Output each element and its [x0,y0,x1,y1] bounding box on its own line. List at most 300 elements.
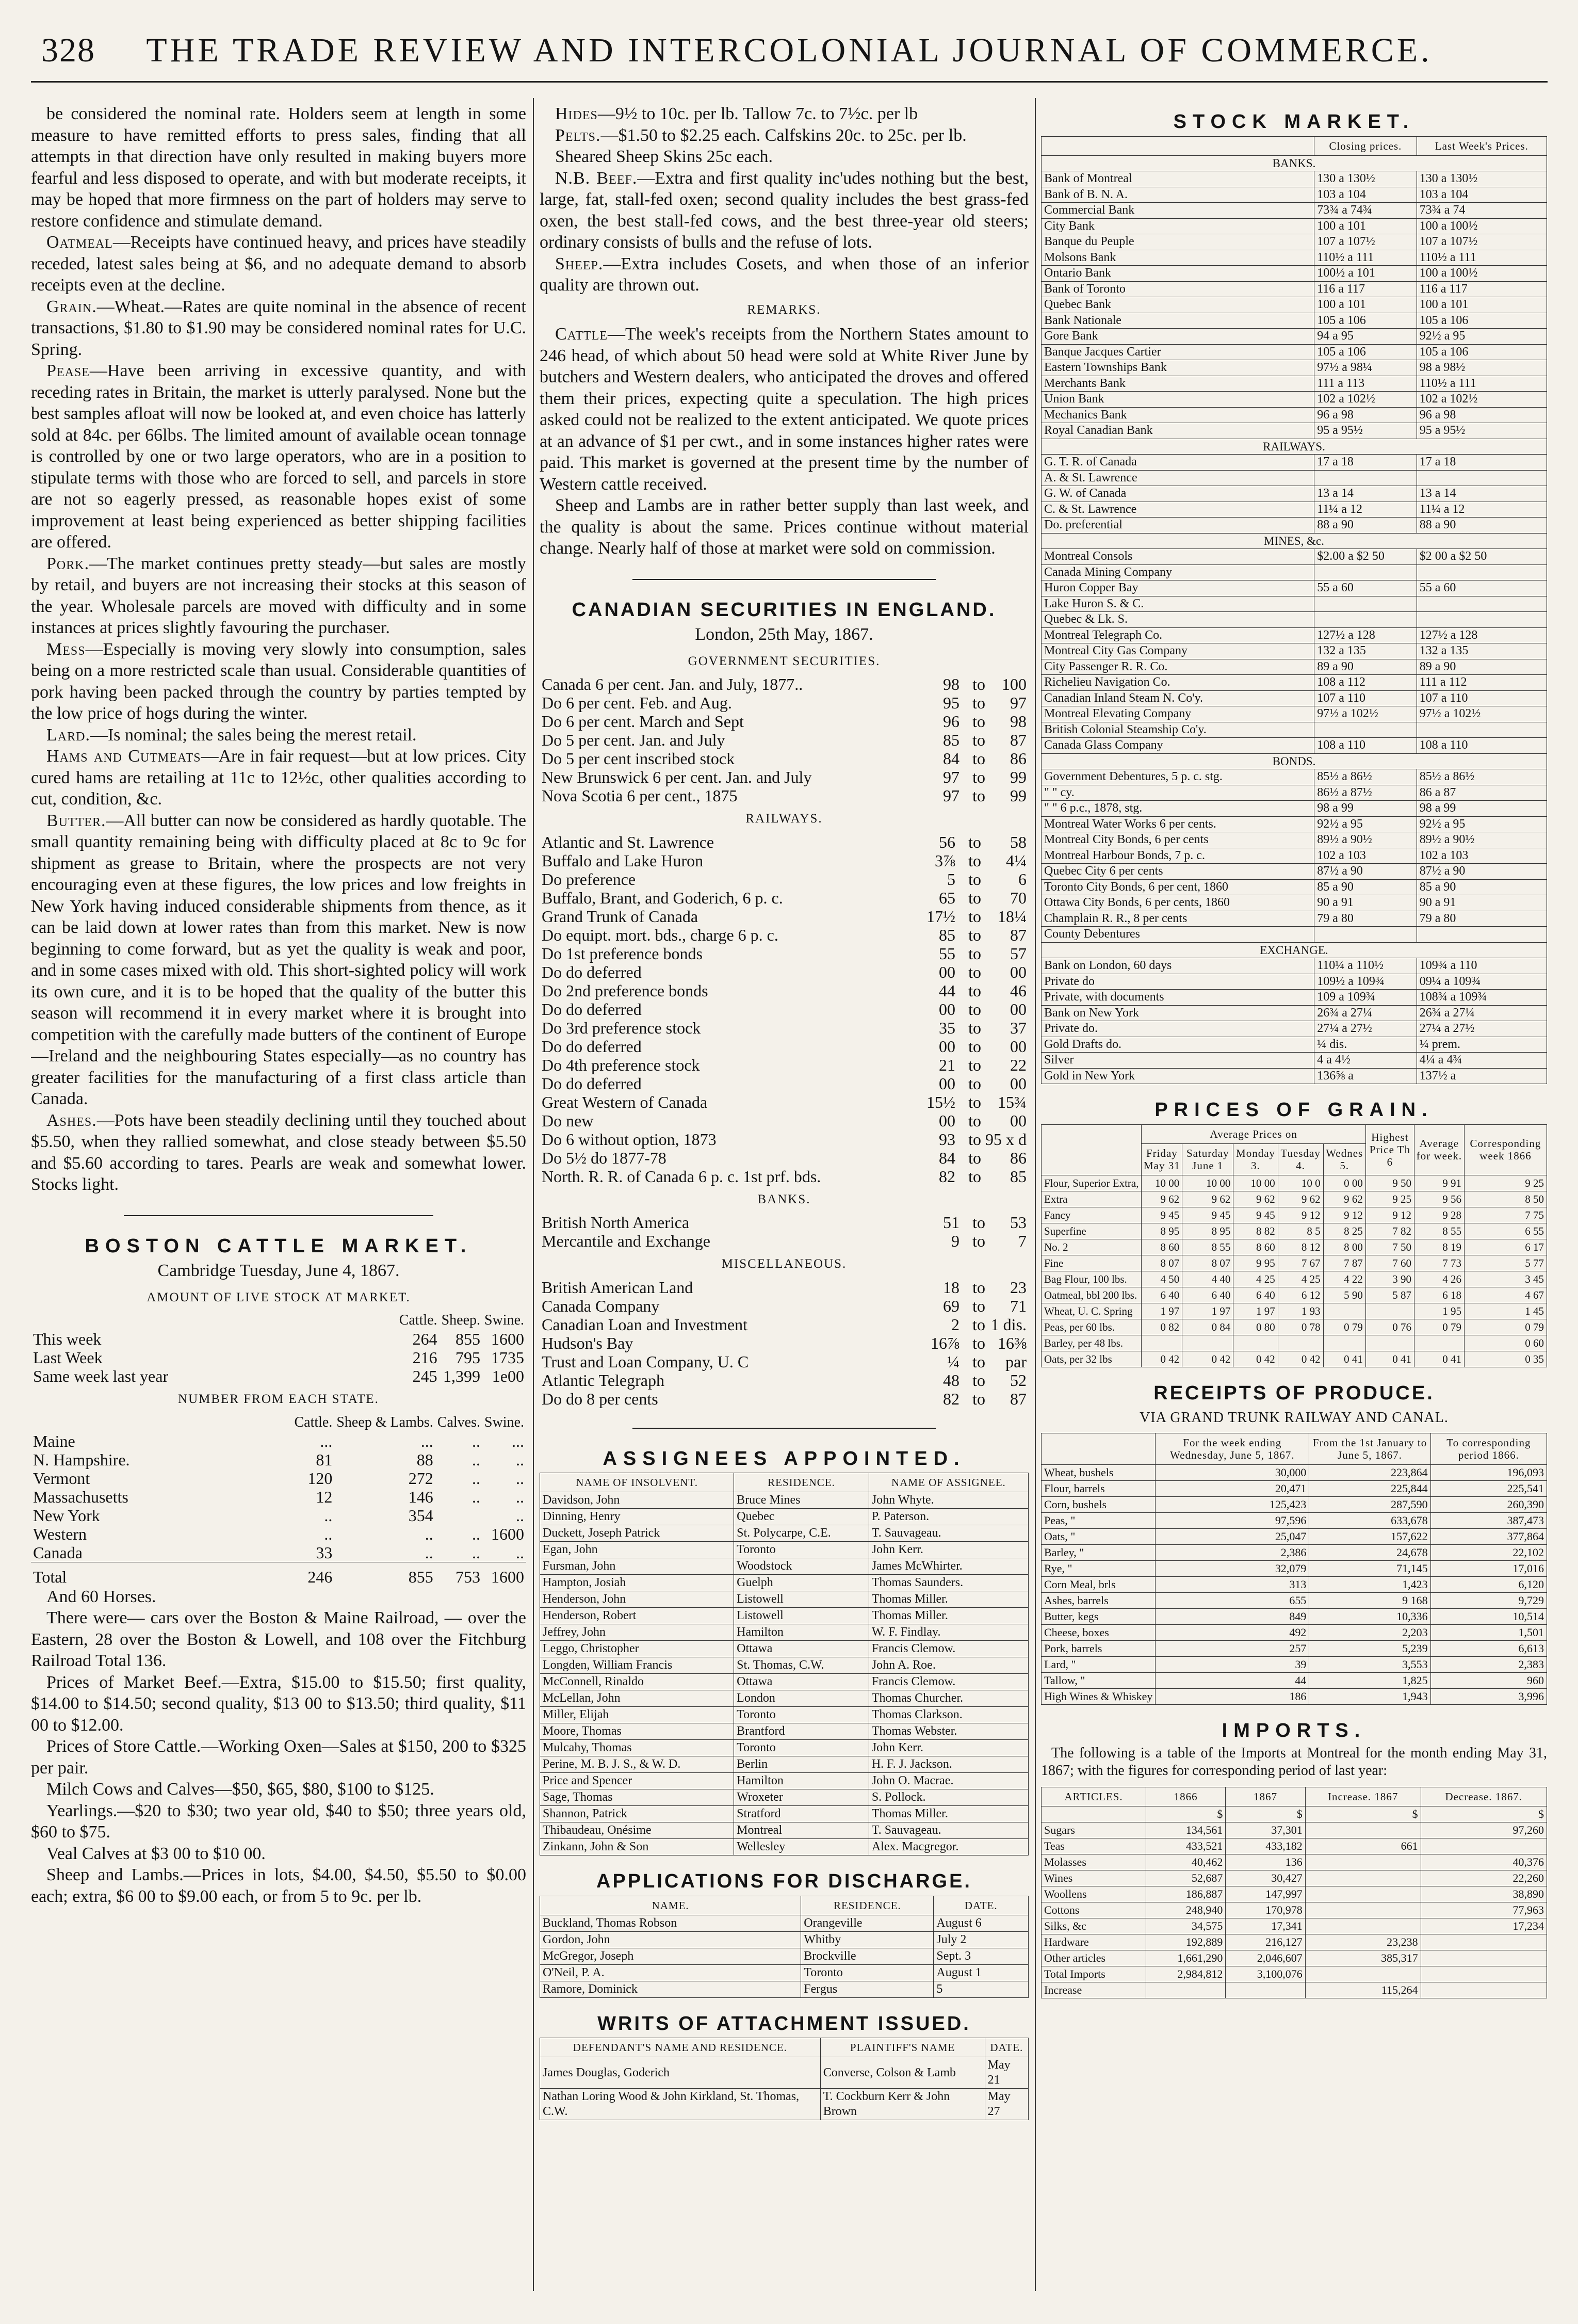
cell-value: 196,093 [1430,1464,1547,1480]
article-name: Cottons [1042,1902,1146,1918]
price-value: 9 62 [1182,1191,1233,1207]
para-text: Sheared Sheep Skins 25c each. [555,147,773,166]
row-label: High Wines & Whiskey [1042,1688,1156,1704]
price-value: 6 55 [1464,1223,1547,1239]
stock-name: Montreal Harbour Bonds, 7 p. c. [1042,848,1314,864]
page-number: 328 [41,31,95,69]
security-row [540,1297,1029,1315]
price-value: 0 80 [1233,1319,1278,1335]
row-label: Canada [33,1543,83,1562]
cell-value: 223,864 [1309,1464,1430,1480]
column-header: Last Week's Prices. [1417,136,1547,155]
securities-dateline: London, 25th May, 1867. [695,625,873,644]
category-heading: BANKS. [1042,155,1547,171]
stock-name: Government Debentures, 5 p. c. stg. [1042,769,1314,785]
boston-price-line: Sheep and Lambs.—Prices in lots, $4.00, $4.50, $5.50 to $0.00 each; extra, $6 00 to $9.00 each, or from 5 to 9c. per lb. [31,1865,526,1906]
last-week-price: 105 a 106 [1417,344,1547,360]
cell-value: H. F. J. Jackson. [869,1756,1028,1773]
price-high: 71 [1010,1296,1027,1315]
boston-prices [31,1586,526,1908]
cell-value: .. [472,1524,480,1543]
price-low: 00 [939,962,955,981]
column-header: NAME OF ASSIGNEE. [869,1473,1028,1492]
price-to: to [968,832,981,851]
cell-value: 1600 [491,1524,524,1543]
price-low: 96 [943,712,959,731]
price-high: 86 [1010,1148,1027,1167]
price-low: 84 [939,1148,955,1167]
para-text: —The market continues pretty steady—but sales are mostly by retail, and buyers are not increasing their stocks at this season of the year. Wholesale parcels are moved with difficulty and in some instances at prices slightly favouring the purchaser. [31,554,526,637]
import-value: 433,521 [1146,1838,1225,1854]
stock-row [1042,392,1547,408]
last-week-price: 96 a 98 [1417,407,1547,423]
cell-value: Fergus [801,1981,934,1997]
security-row [540,731,1029,749]
stock-name: Ottawa City Bonds, 6 per cents, 1860 [1042,895,1314,911]
securities-subheading: BANKS. [757,1192,811,1206]
last-week-price: 27¼ a 27½ [1417,1021,1547,1037]
cell-value: 81 [316,1450,333,1469]
price-value: 0 82 [1142,1319,1182,1335]
stock-row [1042,643,1547,659]
table-row [1042,1464,1547,1480]
para-lead: N.B. Beef. [555,168,638,188]
category-heading: MINES, &c. [1042,533,1547,549]
security-row [540,712,1029,731]
para-text: —Receipts have continued heavy, and prices have steadily receded, latest sales being at $6, and no adequate demand to absorb receipts even at the decline. [31,233,526,295]
last-week-price: 87½ a 90 [1417,864,1547,880]
row-label: Western [33,1524,87,1543]
price-to: to [972,1232,985,1250]
cell-value: ... [512,1431,524,1450]
para-text: —All butter can now be considered as hardly quotable. The small quantity remaining being with difficulty placed at 8c to 9c for shipment as grease to Britain, where the prospects are not very encouraging even at these figures, the low prices and low freights in New York having induced considerable shipments from thence, as it can be laid down at lower rates than from this market. New is now beginning to come forward, but as yet the quality is weak and poor, and in some cases mixed with old. This short-sighted policy will work its own cure, and it is to be hoped that the quality of the butter this season will recommend it in every market where it is brought into competition with the carefully made butters of the continent of Europe—Ireland and the neighbouring States especially—as no country has greater facilities for the manufacturing of a first class article than Canada. [31,811,526,1108]
closing-price: 55 a 60 [1314,580,1417,596]
row-label: Shannon, Patrick [540,1806,734,1822]
security-row [540,1019,1029,1037]
price-value: 8 07 [1182,1255,1233,1271]
price-to: to [968,962,981,981]
table-row [1042,1576,1547,1592]
security-row [540,1232,1029,1250]
price-high: 87 [1010,1389,1027,1408]
price-value: 9 62 [1323,1191,1365,1207]
cell-value: 377,864 [1430,1528,1547,1544]
last-week-price [1417,612,1547,628]
closing-price: 79 a 80 [1314,911,1417,927]
price-high: 95 x d [985,1129,1027,1149]
price-value: 4 22 [1323,1271,1365,1287]
price-low: 82 [939,1167,955,1186]
cell-value: Toronto [734,1707,869,1723]
para-text: be considered the nominal rate. Holders seem at length in some measure to have remitted efforts to press sales, finding that all attempts in that direction have only resulted in making buyers more fearful and less disposed to operate, and with but moderate receipts, it may be hoped that more firmness on the part of holders may serve to restore confidence and stimulate demand. [31,104,526,231]
group-header: Average Prices on [1142,1124,1365,1143]
closing-price: ¼ dis. [1314,1037,1417,1053]
security-name: New Brunswick 6 per cent. Jan. and July [542,768,812,786]
table-head [540,2038,1029,2057]
closing-price: 136⅝ a [1314,1068,1417,1084]
price-value: 7 87 [1323,1255,1365,1271]
price-low: 84 [943,749,959,768]
cell-value: 44 [1156,1672,1309,1688]
cell-value: .. [425,1524,433,1543]
price-value: 9 12 [1278,1207,1323,1223]
cell-value: 2,383 [1430,1656,1547,1672]
last-week-price: 102 a 103 [1417,848,1547,864]
price-value: 1 45 [1464,1303,1547,1319]
price-to: to [968,1148,981,1167]
cell-value: 10,336 [1309,1608,1430,1624]
security-row [540,768,1029,786]
cell-value: .. [472,1487,480,1506]
last-week-price: 98 a 98½ [1417,360,1547,376]
table-row [31,1330,526,1348]
row-label: Oats, " [1042,1528,1156,1544]
column-header: Swine. [484,1312,524,1328]
table-row [540,1806,1029,1822]
last-week-price: 110½ a 111 [1417,376,1547,392]
column-header: From the 1st January to June 5, 1867. [1309,1433,1430,1464]
cell-value: 1,423 [1309,1576,1430,1592]
price-low: 21 [939,1055,955,1074]
column-header: Corresponding week 1866 [1464,1124,1547,1175]
price-to: to [968,1111,981,1130]
security-row [540,963,1029,981]
para-text: —The week's receipts from the Northern States amount to 246 head, of which about 50 head were sold at White River June by butchers and Western dealers, who anticipated the droves and offered them their prices, expecting quite a speculation. The high prices asked could not be realized to the extent anticipated. We quote prices at an advance of $1 per cwt., and in some instances higher rates were paid. This market is governed at the present time by the number of Western cattle received. [540,325,1029,494]
article-name: Total Imports [1042,1966,1146,1982]
price-to: to [972,786,985,805]
table-row [540,1575,1029,1591]
price-value: 4 26 [1414,1271,1464,1287]
stock-row [1042,659,1547,675]
column-header: Friday May 31 [1142,1143,1182,1175]
security-name: Do 6 per cent. March and Sept [542,712,744,731]
table-row [31,1543,526,1562]
column-header: NAME. [540,1896,801,1915]
table-row [1042,1544,1547,1560]
category-row [1042,439,1547,455]
closing-price: 109 a 109¾ [1314,990,1417,1006]
security-name: Do 2nd preference bonds [542,981,708,1000]
cell-value: 6,613 [1430,1640,1547,1656]
security-row [540,1334,1029,1352]
security-row [540,889,1029,907]
closing-price: 132 a 135 [1314,643,1417,659]
para-lead: Grain. [46,297,97,316]
stock-name: Commercial Bank [1042,203,1314,219]
price-value [1365,1335,1414,1351]
column-header: DATE. [934,1896,1029,1915]
price-value: 4 40 [1182,1271,1233,1287]
closing-price: 97½ a 102½ [1314,706,1417,722]
stock-row [1042,848,1547,864]
last-week-price: 90 a 91 [1417,895,1547,911]
import-value [1421,1982,1547,1998]
table-row [540,1657,1029,1674]
para-text: —Are in fair request—but at low prices. City cured hams are retailing at 11c to 12½c, other qualities according to cut, condition, &c. [31,747,526,809]
last-week-price: 92½ a 95 [1417,816,1547,832]
grain-row [1042,1207,1547,1223]
import-value [1305,1886,1421,1902]
cell-value: 795 [455,1348,480,1367]
running-head [31,21,1548,83]
stock-row [1042,785,1547,801]
hides-paragraph [540,168,1029,253]
import-row [1042,1886,1547,1902]
security-row [540,1315,1029,1334]
column-header: Average for week. [1414,1124,1464,1175]
last-week-price: 55 a 60 [1417,580,1547,596]
stock-name: Banque du Peuple [1042,234,1314,250]
price-high: 6 [1018,869,1027,889]
cell-value: Hamilton [734,1624,869,1641]
last-week-price: 107 a 110 [1417,690,1547,706]
cell-value: 88 [416,1450,433,1469]
security-row [540,1149,1029,1167]
para-lead: Hides [555,104,598,123]
last-week-price: 132 a 135 [1417,643,1547,659]
price-to: to [968,1167,981,1186]
stock-name: Canada Glass Company [1042,738,1314,754]
last-week-price: 110½ a 111 [1417,250,1547,266]
cell-value: .. [516,1506,524,1525]
cell-value: James McWhirter. [869,1558,1028,1575]
price-value: 0 78 [1278,1319,1323,1335]
price-low: 98 [943,675,959,693]
grain-name: Barley, per 48 lbs. [1042,1335,1142,1351]
price-value: 7 60 [1365,1255,1414,1271]
row-label: Rye, " [1042,1560,1156,1576]
stock-row [1042,187,1547,203]
stock-row [1042,376,1547,392]
security-row [540,1390,1029,1408]
table-head [1042,1124,1547,1143]
row-label: O'Neil, P. A. [540,1964,801,1981]
last-week-price: 09¼ a 109¾ [1417,974,1547,990]
closing-price: 89½ a 90½ [1314,832,1417,848]
cell-value: .. [516,1543,524,1562]
price-value: 9 56 [1414,1191,1464,1207]
row-label: Massachusetts [33,1487,128,1506]
price-value: 3 45 [1464,1271,1547,1287]
import-row [1042,1966,1547,1982]
security-name: Do preference [542,869,636,889]
price-to: to [968,1129,981,1149]
para-text: —Have been arriving in excessive quantity, and with receding rates in Britain, the market is utterly paralysed. None but the best samples afloat will now be looked at, and even choice has latterly sold at 84c. per 66lbs. The limited amount of available ocean tonnage is controlled by one or two large operators, who are in a position to stipulate terms with those who are forced to sell, and parcels in store are not so eagerly pressed, as reasonable hopes exist of some improvement at least being experienced as better shipping facilities are offered. [31,361,526,552]
import-value: 1,661,290 [1146,1950,1225,1966]
row-label: Longden, William Francis [540,1657,734,1674]
discharge-title: APPLICATIONS FOR DISCHARGE. [596,1870,972,1892]
cell-value: 10,514 [1430,1608,1547,1624]
price-to: to [972,712,985,731]
import-value [1305,1854,1421,1870]
closing-price: 108 a 112 [1314,675,1417,691]
stock-name: Silver [1042,1053,1314,1069]
price-high: 87 [1010,731,1027,749]
cell-value: 146 [408,1487,433,1506]
stock-row [1042,549,1547,565]
grain-row [1042,1335,1547,1351]
column-header: Highest Price Th 6 [1365,1124,1414,1175]
table-row [540,1723,1029,1740]
row-label: N. Hampshire. [33,1450,130,1469]
grain-row [1042,1271,1547,1287]
price-value: 6 17 [1464,1239,1547,1255]
price-low: 5 [947,869,955,889]
table-row [1042,1624,1547,1640]
column-header: Decrease. 1867. [1421,1787,1547,1806]
price-to: to [968,1055,981,1074]
cell-value: 1735 [491,1348,524,1367]
hides-paragraph [540,253,1029,296]
para-text: Sheep and Lambs are in rather better supply than last week, and the quality is about the same. Prices continue without material change. Nearly half of those at market were sold on commission. [540,496,1029,558]
remarks-heading: REMARKS. [747,302,821,317]
row-label: Jeffrey, John [540,1624,734,1641]
price-low: 82 [943,1389,959,1408]
table-row [31,1432,526,1450]
stock-row [1042,281,1547,297]
market-paragraph [31,360,526,553]
closing-price: 100½ a 101 [1314,266,1417,282]
security-name: Trust and Loan Company, U. C [542,1352,749,1371]
boston-amount-subhead: AMOUNT OF LIVE STOCK AT MARKET. [147,1290,411,1304]
cell-value: 855 [455,1330,480,1348]
boston-price-line: Prices of Store Cattle.—Working Oxen—Sales at $150, 200 to $325 per pair. [31,1737,526,1778]
cell-value: 633,678 [1309,1512,1430,1528]
stock-name: Gold in New York [1042,1068,1314,1084]
price-to: to [972,1278,985,1297]
price-low: 3⅞ [935,851,955,870]
security-name: Do 3rd preference stock [542,1018,701,1037]
stock-row [1042,990,1547,1006]
writs-title: WRITS OF ATTACHMENT ISSUED. [597,2012,971,2035]
last-week-price: 100 a 100½ [1417,266,1547,282]
row-label: This week [33,1330,102,1348]
security-row [540,851,1029,870]
price-low: 35 [939,1018,955,1037]
cell-value: August 6 [934,1915,1029,1931]
row-label: Henderson, Robert [540,1608,734,1624]
closing-price: 94 a 95 [1314,329,1417,345]
closing-price: 73¾ a 74¾ [1314,203,1417,219]
total-row [31,1562,526,1586]
table-row [1042,1672,1547,1688]
stock-name: Richelieu Navigation Co. [1042,675,1314,691]
price-to: to [968,1092,981,1111]
cell-value: 855 [334,1562,435,1586]
cell-value: 287,590 [1309,1496,1430,1512]
cell-value: May 27 [985,2089,1028,2120]
security-row [540,870,1029,889]
closing-price: 89 a 90 [1314,659,1417,675]
stock-name: Bank on London, 60 days [1042,958,1314,974]
stock-name: Montreal Elevating Company [1042,706,1314,722]
last-week-price: 100 a 101 [1417,297,1547,313]
closing-price [1314,564,1417,580]
section-rule [632,579,936,580]
security-name: British North America [542,1213,690,1232]
closing-price: 103 a 104 [1314,187,1417,203]
price-value: 9 25 [1365,1191,1414,1207]
price-high: 87 [1010,925,1027,944]
para-lead: Mess [46,639,86,659]
cell-value: Quebec [734,1509,869,1525]
cell-value: 3,553 [1309,1656,1430,1672]
security-row [540,1213,1029,1232]
produce-subtitle: VIA GRAND TRUNK RAILWAY AND CANAL. [1140,1410,1449,1426]
price-high: 00 [1010,1037,1027,1056]
price-value: 9 62 [1142,1191,1182,1207]
price-low: 65 [939,888,955,907]
securities-subheading: MISCELLANEOUS. [721,1257,847,1271]
cell-value: Francis Clemow. [869,1674,1028,1690]
last-week-price: 92½ a 95 [1417,329,1547,345]
last-week-price [1417,596,1547,612]
import-value: 216,127 [1226,1934,1305,1950]
price-value: 1 97 [1142,1303,1182,1319]
boston-number-subhead: NUMBER FROM EACH STATE. [178,1392,379,1406]
price-value: 6 40 [1233,1287,1278,1303]
para-lead: Ashes. [46,1110,97,1130]
stock-row [1042,675,1547,691]
stock-name: Canadian Inland Steam N. Co'y. [1042,690,1314,706]
last-week-price: 109¾ a 110 [1417,958,1547,974]
cell-value: Wroxeter [734,1789,869,1806]
security-name: Do 1st preference bonds [542,944,703,963]
price-value: 0 35 [1464,1351,1547,1367]
cell-value: T. Cockburn Kerr & John Brown [820,2089,985,2120]
stock-row [1042,612,1547,628]
cell-value: Berlin [734,1756,869,1773]
import-value: 248,940 [1146,1902,1225,1918]
closing-price [1314,927,1417,943]
last-week-price: ¼ prem. [1417,1037,1547,1053]
securities-table [540,1278,1029,1408]
row-label: Leggo, Christopher [540,1641,734,1657]
price-value: 1 95 [1414,1303,1464,1319]
cell-value: T. Sauvageau. [869,1822,1028,1839]
price-value: 7 82 [1365,1223,1414,1239]
closing-price: 4 a 4½ [1314,1053,1417,1069]
import-value: 433,182 [1226,1838,1305,1854]
grain-name: Flour, Superior Extra, [1042,1175,1142,1191]
table-row [540,1822,1029,1839]
cell-value: Woodstock [734,1558,869,1575]
table-row [1042,1512,1547,1528]
last-week-price: 85½ a 86½ [1417,769,1547,785]
column-header: RESIDENCE. [801,1896,934,1915]
stock-name: Bank Nationale [1042,313,1314,329]
closing-price: 130 a 130½ [1314,171,1417,187]
cell-value: July 2 [934,1931,1029,1948]
article-name: Increase [1042,1982,1146,1998]
closing-price: 100 a 101 [1314,218,1417,234]
column-header: 1866 [1146,1787,1225,1806]
column-header: DEFENDANT'S NAME AND RESIDENCE. [540,2038,821,2057]
cell-value: .. [472,1431,480,1450]
price-value: 7 67 [1278,1255,1323,1271]
stock-name: Canada Mining Company [1042,564,1314,580]
import-value: 37,301 [1226,1822,1305,1838]
para-lead: Oatmeal [46,233,113,252]
cell-value: 2,386 [1156,1544,1309,1560]
price-to: to [972,1315,985,1334]
cell-value: ... [420,1431,433,1450]
cell-value: 25,047 [1156,1528,1309,1544]
stock-row [1042,470,1547,486]
security-row [540,1000,1029,1019]
market-paragraph [31,553,526,639]
stock-row [1042,218,1547,234]
